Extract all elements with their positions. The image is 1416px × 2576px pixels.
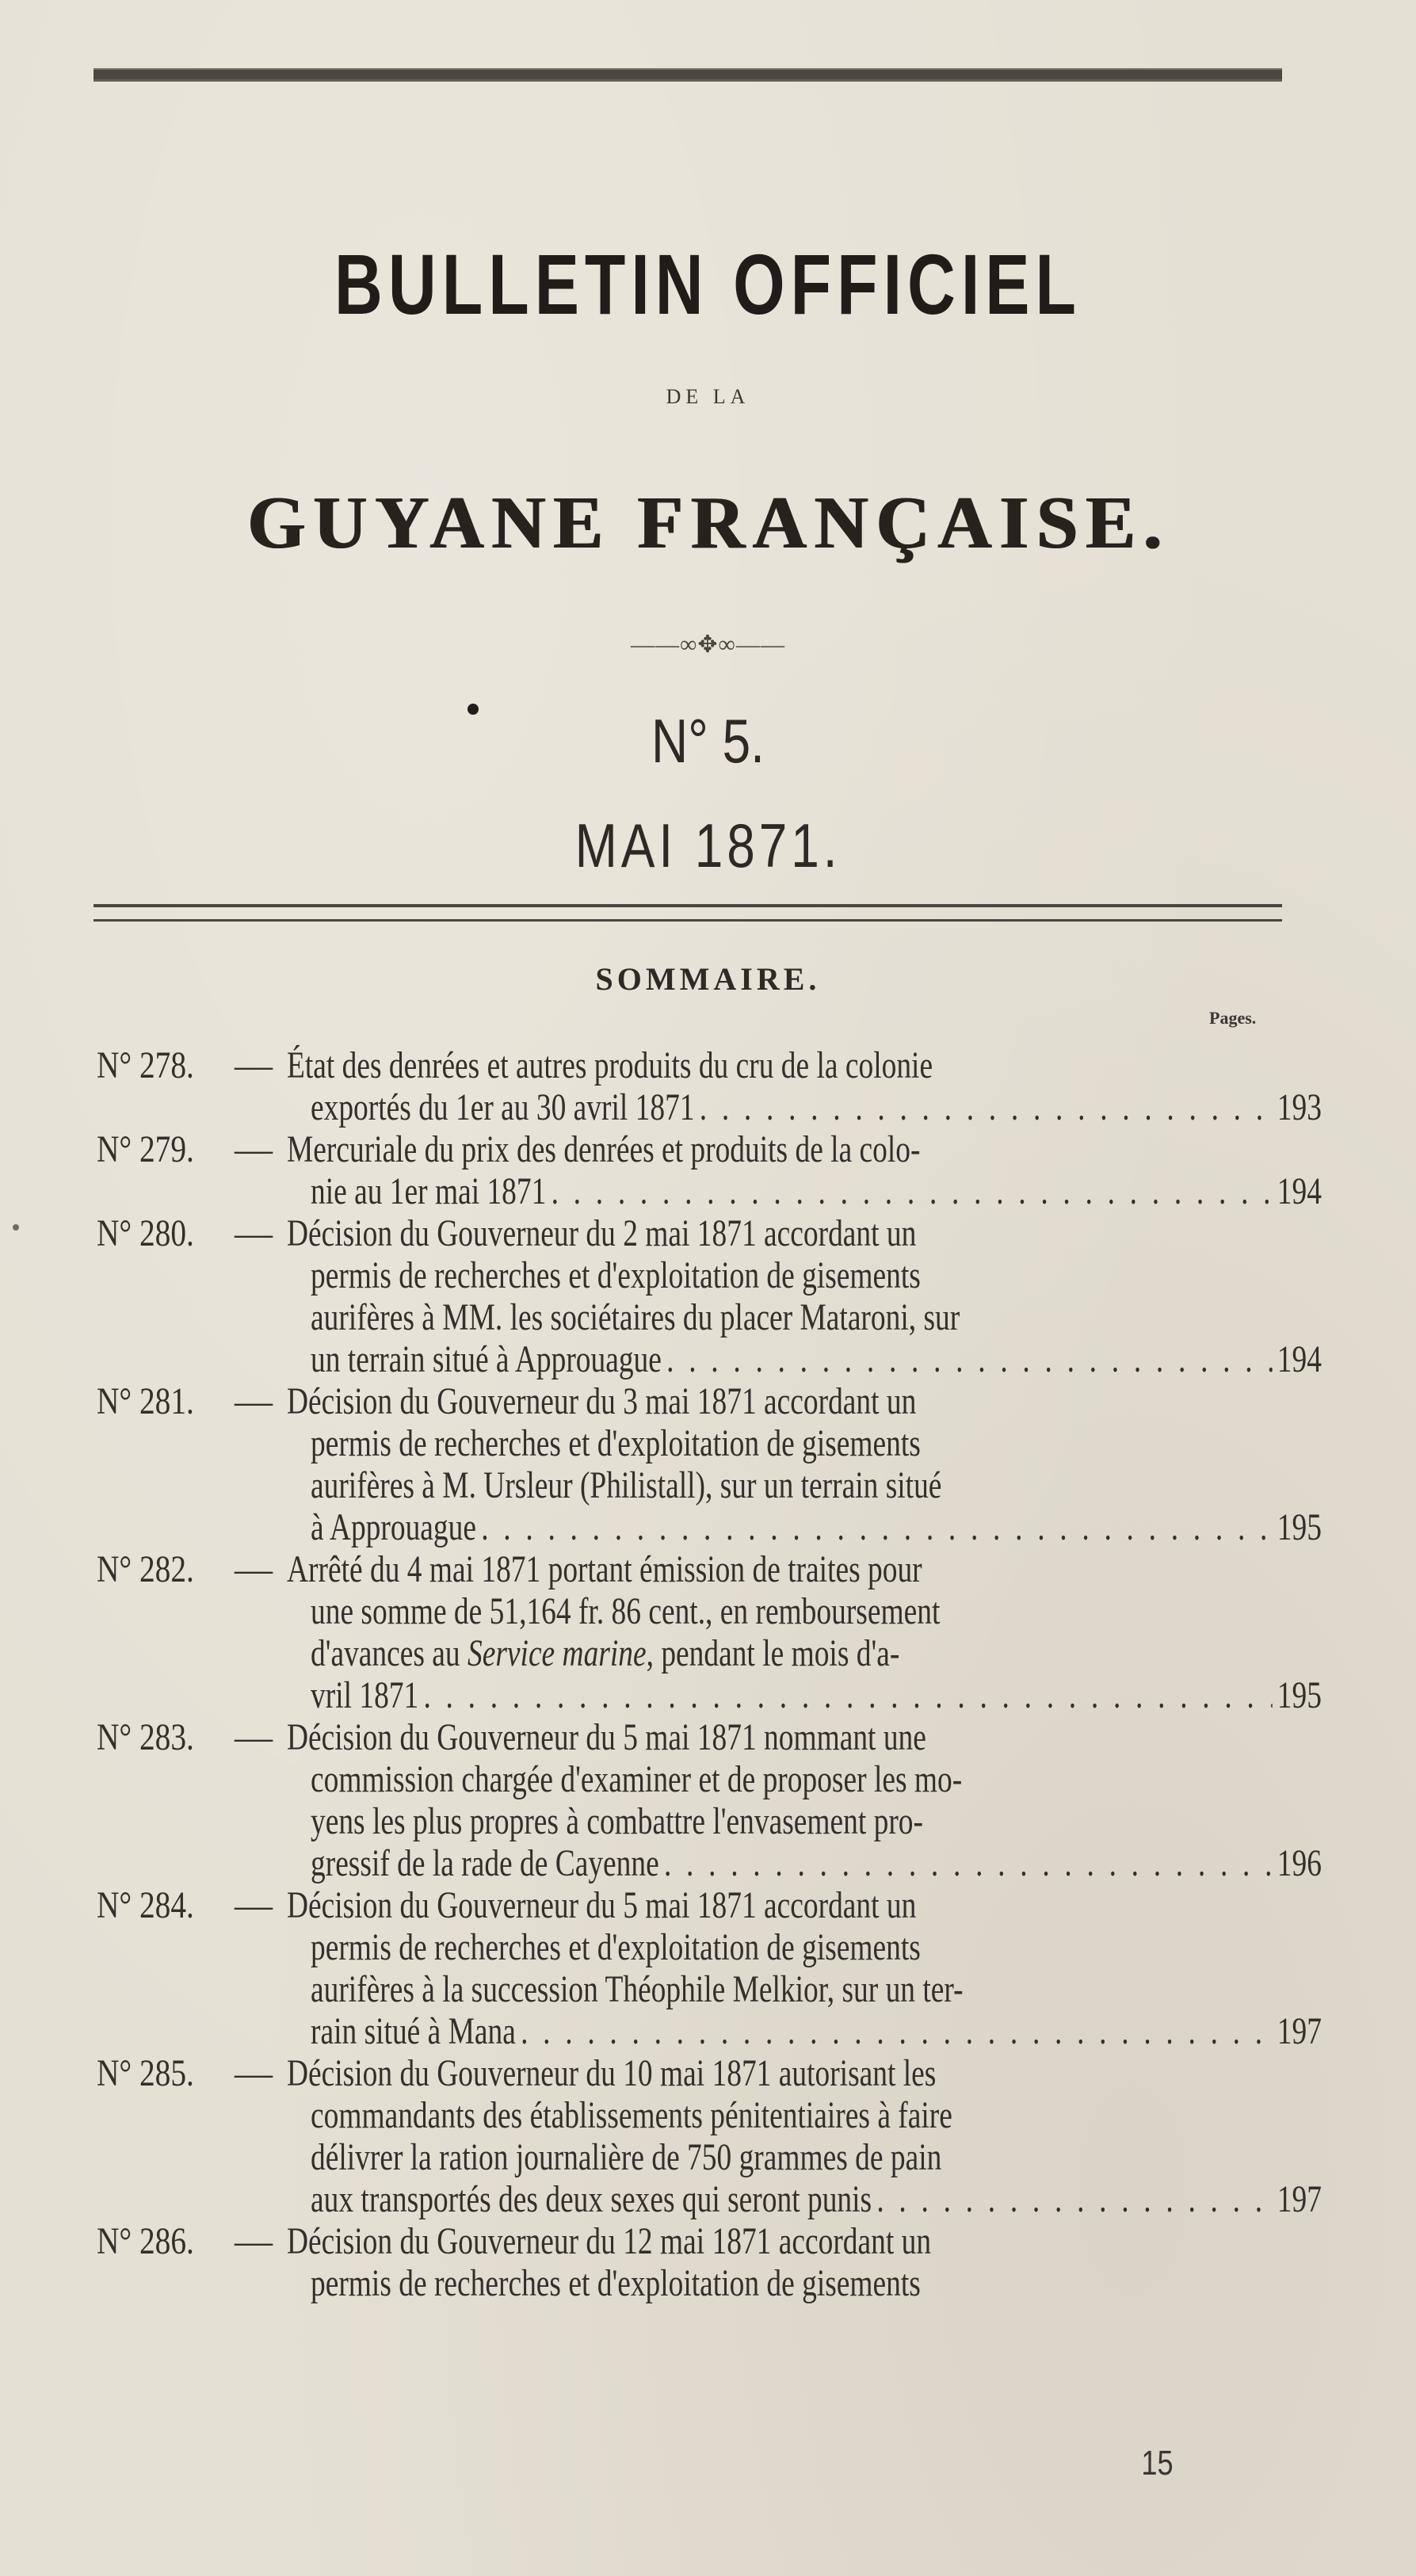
- entry-line: État des denrées et autres produits du cru de la colonie: [287, 1044, 933, 1086]
- sommaire-entry: [0, 1044, 1416, 1128]
- top-rule: [94, 68, 1282, 82]
- entry-dash: —: [235, 2220, 273, 2262]
- dot-leader: [664, 1842, 1273, 1884]
- entry-line: Décision du Gouverneur du 10 mai 1871 autorisant les: [287, 2052, 937, 2094]
- entry-line: Mercuriale du prix des denrées et produits de la colo-: [287, 1128, 921, 1170]
- entry-line-text: à Approuague: [311, 1506, 476, 1548]
- dot-leader: [423, 1674, 1272, 1716]
- entry-line: aurifères à MM. les sociétaires du placer Mataroni, sur: [311, 1296, 960, 1338]
- entry-dash: —: [235, 1380, 273, 1422]
- dot-leader: [876, 2178, 1272, 2220]
- sommaire-heading: SOMMAIRE.: [595, 961, 821, 997]
- pages-column-label: Pages.: [1209, 1008, 1257, 1028]
- entry-dash: —: [235, 1128, 273, 1170]
- entry-dash: —: [235, 1212, 273, 1254]
- entry-line: commission chargée d'examiner et de proposer les mo-: [311, 1758, 963, 1800]
- entry-number: N° 283.: [97, 1716, 194, 1758]
- entry-last-line: [311, 2178, 1322, 2220]
- entry-dash: —: [235, 1548, 273, 1590]
- entry-line-text: gressif de la rade de Cayenne: [311, 1842, 659, 1884]
- entry-page-number: 193: [1277, 1086, 1322, 1128]
- colony-title: GUYANE FRANÇAISE.: [246, 482, 1170, 564]
- entry-line: commandants des établissements pénitentiaires à faire: [311, 2094, 952, 2136]
- dot-leader: [666, 1338, 1272, 1380]
- dot-leader: [700, 1086, 1273, 1128]
- entry-last-line: [311, 1170, 1322, 1212]
- double-rule-lower: [94, 919, 1282, 922]
- entry-line: Arrêté du 4 mai 1871 portant émission de traites pour: [287, 1548, 922, 1590]
- entry-line-text: nie au 1er mai 1871: [311, 1170, 547, 1212]
- sommaire-entry: [0, 2220, 1416, 2304]
- dot-leader: [521, 2010, 1272, 2052]
- entry-number: N° 285.: [97, 2052, 194, 2094]
- sommaire-entry: [0, 1884, 1416, 2052]
- sommaire-entries: [0, 1044, 1416, 2304]
- entry-body: [287, 1716, 1322, 1884]
- sommaire-entry: [0, 2052, 1416, 2220]
- sommaire-entry: [0, 1380, 1416, 1548]
- entry-line: yens les plus propres à combattre l'envasement pro-: [311, 1800, 923, 1842]
- entry-line: aurifères à M. Ursleur (Philistall), sur un terrain situé: [311, 1464, 942, 1506]
- sommaire-entry: [0, 1212, 1416, 1380]
- entry-body: [287, 1212, 1322, 1380]
- entry-line: Décision du Gouverneur du 3 mai 1871 accordant un: [287, 1380, 917, 1422]
- entry-line: Décision du Gouverneur du 2 mai 1871 accordant un: [287, 1212, 917, 1254]
- bulletin-title: BULLETIN OFFICIEL: [334, 236, 1082, 332]
- entry-line-text: un terrain situé à Approuague: [311, 1338, 662, 1380]
- entry-line-text: rain situé à Mana: [311, 2010, 516, 2052]
- entry-last-line: [311, 1338, 1322, 1380]
- entry-body: [287, 1380, 1322, 1548]
- entry-page-number: 197: [1277, 2178, 1322, 2220]
- entry-dash: —: [235, 1044, 273, 1086]
- entry-body: [287, 1548, 1322, 1716]
- sommaire-entry: [0, 1548, 1416, 1716]
- entry-number: N° 280.: [97, 1212, 194, 1254]
- entry-last-line: [311, 1674, 1322, 1716]
- double-rule-upper: [94, 904, 1282, 907]
- entry-number: N° 278.: [97, 1044, 194, 1086]
- sommaire-entry: [0, 1128, 1416, 1212]
- entry-last-line: [311, 1086, 1322, 1128]
- entry-line-text: , pendant le mois d'a-: [646, 1632, 900, 1674]
- entry-body: [287, 2052, 1322, 2220]
- entry-number: N° 279.: [97, 1128, 194, 1170]
- issue-number: N° 5.: [651, 706, 765, 776]
- ink-speck: [468, 704, 479, 715]
- dot-leader: [552, 1170, 1273, 1212]
- signature-mark: 15: [1141, 2444, 1174, 2483]
- sommaire-entry: [0, 1716, 1416, 1884]
- entry-line-text: vril 1871: [311, 1674, 419, 1716]
- ink-speck: [13, 1224, 19, 1231]
- entry-page-number: 194: [1277, 1338, 1322, 1380]
- entry-number: N° 281.: [97, 1380, 194, 1422]
- entry-line-text: exportés du 1er au 30 avril 1871: [311, 1086, 695, 1128]
- entry-dash: —: [235, 2052, 273, 2094]
- entry-page-number: 197: [1277, 2010, 1322, 2052]
- entry-line: aurifères à la succession Théophile Melkior, sur un ter-: [311, 1968, 964, 2010]
- entry-line: Décision du Gouverneur du 5 mai 1871 nommant une: [287, 1716, 926, 1758]
- entry-number: N° 286.: [97, 2220, 194, 2262]
- entry-line: permis de recherches et d'exploitation de gisements: [311, 1422, 921, 1464]
- entry-page-number: 194: [1277, 1170, 1322, 1212]
- entry-page-number: 196: [1277, 1842, 1322, 1884]
- entry-dash: —: [235, 1884, 273, 1926]
- entry-number: N° 284.: [97, 1884, 194, 1926]
- entry-line: permis de recherches et d'exploitation de gisements: [311, 2262, 921, 2304]
- entry-page-number: 195: [1277, 1674, 1322, 1716]
- entry-body: [287, 1884, 1322, 2052]
- issue-date: MAI 1871.: [574, 811, 842, 880]
- entry-last-line: [311, 1506, 1322, 1548]
- entry-number: N° 282.: [97, 1548, 194, 1590]
- entry-line: Décision du Gouverneur du 12 mai 1871 accordant un: [287, 2220, 932, 2262]
- entry-dash: —: [235, 1716, 273, 1758]
- entry-line: Décision du Gouverneur du 5 mai 1871 accordant un: [287, 1884, 917, 1926]
- entry-line: délivrer la ration journalière de 750 grammes de pain: [311, 2136, 942, 2178]
- entry-line-text: aux transportés des deux sexes qui seront punis: [311, 2178, 872, 2220]
- entry-line: une somme de 51,164 fr. 86 cent., en remboursement: [311, 1590, 941, 1632]
- entry-body: [287, 2220, 1298, 2304]
- entry-line: permis de recherches et d'exploitation de gisements: [311, 1926, 921, 1968]
- entry-last-line: [311, 1842, 1322, 1884]
- entry-last-line: [311, 2010, 1322, 2052]
- entry-line-text: d'avances au: [311, 1632, 468, 1674]
- dot-leader: [481, 1506, 1272, 1548]
- entry-line: [311, 1632, 1322, 1674]
- entry-line-italic: Service marine: [468, 1632, 647, 1674]
- entry-body: [287, 1128, 1322, 1212]
- title-connector: DE LA: [666, 385, 750, 408]
- entry-page-number: 195: [1277, 1506, 1322, 1548]
- ornament-divider: ——∞✥∞——: [631, 632, 785, 658]
- entry-body: [287, 1044, 1322, 1128]
- entry-line: permis de recherches et d'exploitation de gisements: [311, 1254, 921, 1296]
